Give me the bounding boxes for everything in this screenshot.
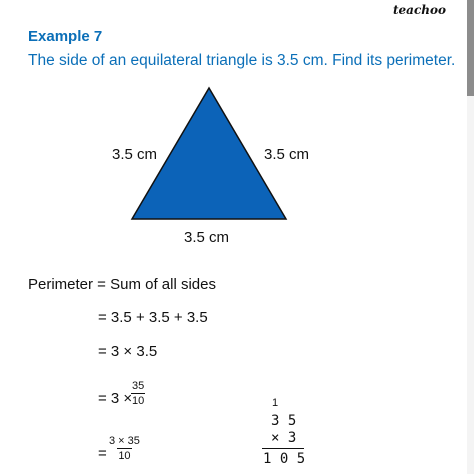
right-side-label: 3.5 cm bbox=[264, 146, 310, 163]
step-fraction bbox=[131, 380, 145, 407]
carry-digit: 1 bbox=[272, 397, 279, 409]
example-title: Example 7 bbox=[28, 28, 103, 45]
base-label: 3.5 cm bbox=[184, 229, 230, 246]
step-product: = 3 × 3.5 bbox=[98, 343, 158, 360]
product-rule bbox=[262, 448, 304, 449]
combined-numerator: 3 × 35 bbox=[109, 435, 140, 447]
multiplier: × 3 bbox=[271, 430, 297, 446]
step-combined-fraction bbox=[108, 435, 141, 462]
question-text: The side of an equilateral triangle is 3.5 cm. Find its perimeter. bbox=[28, 52, 456, 69]
product: 1 0 5 bbox=[263, 451, 306, 467]
left-side-label: 3.5 cm bbox=[112, 146, 158, 163]
multiplicand: 3 5 bbox=[271, 413, 297, 429]
perimeter-definition: Perimeter = Sum of all sides bbox=[28, 276, 216, 293]
brand-logo: teachoo bbox=[393, 3, 446, 17]
step-sum: = 3.5 + 3.5 + 3.5 bbox=[98, 309, 208, 326]
fraction-numerator: 35 bbox=[132, 380, 145, 392]
combined-denominator: 10 bbox=[118, 450, 131, 462]
fraction-denominator: 10 bbox=[132, 395, 145, 407]
step-fraction-prefix: = 3 × bbox=[98, 390, 133, 407]
step-combined-prefix: = bbox=[98, 445, 107, 462]
